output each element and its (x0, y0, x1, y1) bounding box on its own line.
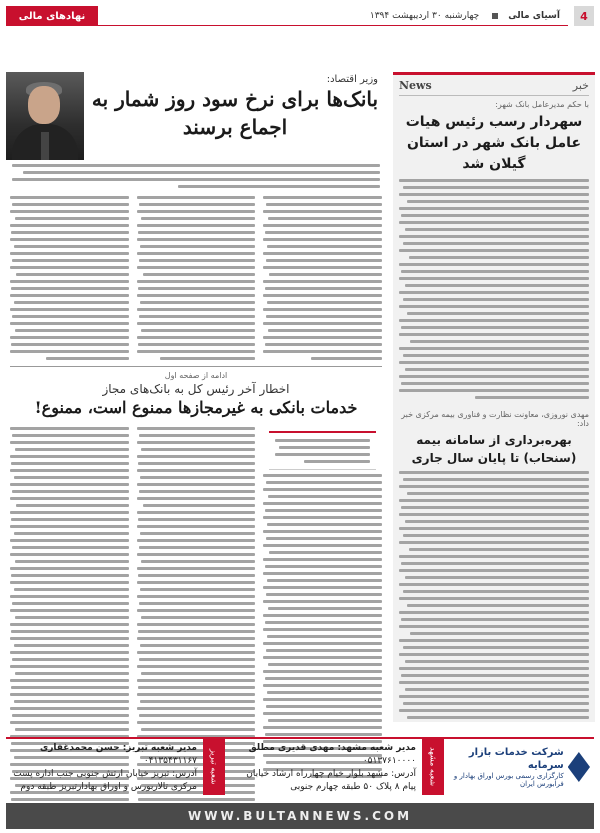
article-column (10, 196, 129, 360)
minister-photo (6, 72, 84, 160)
watermark-text: WWW.BULTANNEWS.COM (187, 809, 413, 823)
broker-name: شرکت خدمات بازار سرمایه (468, 747, 564, 771)
paper-name: آسیای مالی (508, 10, 560, 21)
section-tag: نهادهای مالی (6, 6, 98, 26)
mashhad-phone: ۰۵۱۳۷۶۱۰۰۰۰ (362, 756, 416, 767)
news-body-text (399, 471, 589, 722)
pull-quote (269, 431, 376, 470)
mashhad-address: آدرس: مشهد بلوار خیام چهارراه ارشاد خیابان پیام ۸ پلاک ۵۰ طبقه چهارم جنوبی (246, 769, 416, 793)
tabriz-phone: ۰۴۱۳۵۴۳۱۱۶۷ (143, 756, 197, 767)
news-label-fa: خبر (572, 79, 589, 92)
news-body-text (399, 179, 589, 399)
tabriz-manager: مدیر شعبه تبریز: حسن محمدغفاری (39, 743, 197, 753)
news-kicker: با حکم مدیرعامل بانک شهر: (495, 100, 589, 109)
tabriz-address: آدرس: تبریز خیابان ارتش جنوبی جنب اداره پست مرکزی تالاربورس و اوراق بهادارتبریز طبقه دوم (13, 769, 197, 793)
article-column (137, 196, 256, 360)
article-lead (6, 160, 386, 192)
tabriz-branch-tag: شعبه تبریز (203, 739, 225, 795)
news-header (399, 79, 589, 96)
news-label-en: News (399, 79, 432, 92)
inset-title: خدمات بانکی به غیرمجازها ممنوع است، ممنوع! (34, 398, 358, 417)
footer-advert (6, 737, 594, 795)
continued-inset (10, 366, 382, 417)
article-column (263, 196, 382, 360)
issue-date: چهارشنبه ۳۰ اردیبهشت ۱۳۹۴ (369, 10, 480, 21)
article-heading (84, 72, 386, 160)
article-columns (6, 192, 386, 360)
broker-logo-icon (568, 752, 590, 782)
mashhad-branch-tag: شعبه مشهد (422, 739, 444, 795)
square-bullet-icon (492, 13, 498, 19)
main-article (6, 72, 386, 815)
article-top (6, 72, 386, 160)
mashhad-branch-info (225, 739, 422, 795)
inset-kicker: ادامه از صفحه اول (164, 371, 228, 380)
tabriz-branch-info (6, 739, 203, 795)
news-column (393, 72, 595, 722)
page-header (6, 6, 594, 26)
inset-supertitle: اخطار آخر رئیس کل به بانک‌های مجاز (102, 382, 290, 396)
news-title: سهردار رسب رئیس هیات عامل بانک شهر در استان گیلان شد (405, 114, 583, 172)
broker-brand (444, 739, 594, 795)
mashhad-manager: مدیر شعبه مشهد: مهدی قدیری مطلق (248, 743, 416, 753)
article-kicker: وزیر اقتصاد: (326, 74, 378, 85)
broker-subtitle: کارگزاری رسمی بورس اوراق بهادار و فرابورس ایران (453, 772, 564, 788)
article-title: بانک‌ها برای نرخ سود روز شمار به اجماع برسند (91, 87, 379, 139)
page-number: 4 (574, 6, 594, 26)
news-title: بهره‌برداری از سامانه بیمه (سنحاب) تا پایان سال جاری (411, 433, 577, 465)
news-kicker: مهدی نوروزی، معاونت نظارت و فناوری بیمه مرکزی خبر داد: (401, 410, 589, 428)
header-meta (98, 6, 568, 26)
watermark-bar (6, 803, 594, 829)
